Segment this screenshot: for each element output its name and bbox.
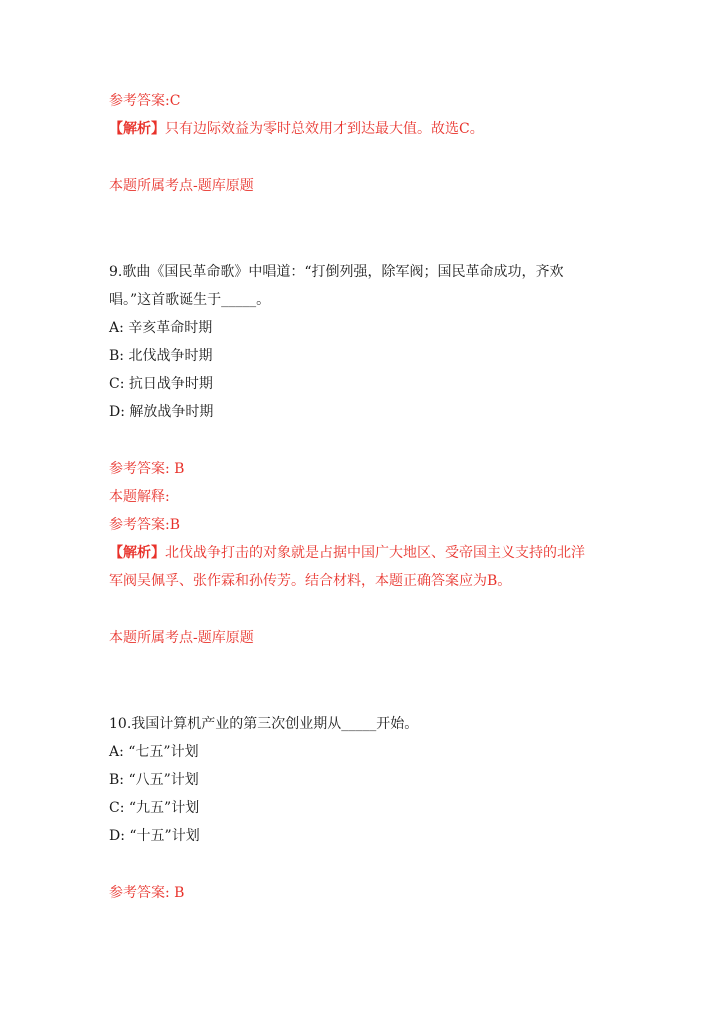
q10-option-a: A: “七五”计划 (109, 744, 199, 760)
q9-option-a: A: 辛亥革命时期 (109, 320, 213, 336)
q9-option-c: C: 抗日战争时期 (109, 376, 213, 392)
q9-answer-b: 参考答案:B (109, 517, 181, 533)
q9-answer-a: 参考答案: B (109, 461, 185, 477)
q10-stem: 10.我国计算机产业的第三次创业期从_____开始。 (109, 716, 419, 732)
q10-option-b: B: “八五”计划 (109, 772, 199, 788)
q9-option-d: D: 解放战争时期 (109, 404, 214, 420)
q9-analysis-line1 (109, 543, 585, 563)
q10-option-d: D: “十五”计划 (109, 828, 200, 844)
q10-option-c: C: “九五”计划 (109, 800, 200, 816)
analysis-text: 北伐战争打击的对象就是占据中国广大地区、受帝国主义支持的北洋 (165, 545, 585, 561)
analysis-text: 只有边际效益为零时总效用才到达最大值。故选C。 (165, 121, 484, 137)
prev-source: 本题所属考点-题库原题 (109, 178, 254, 194)
q9-source: 本题所属考点-题库原题 (109, 630, 254, 646)
q9-explain-label: 本题解释: (109, 489, 170, 505)
q9-stem-line2: 唱。”这首歌诞生于_____。 (109, 292, 271, 308)
prev-analysis (109, 119, 484, 139)
prev-answer: 参考答案:C (109, 93, 181, 109)
q9-stem-line1: 9.歌曲《国民革命歌》中唱道：“打倒列强，除军阀；国民革命成功，齐欢 (109, 264, 564, 280)
q10-answer: 参考答案: B (109, 885, 185, 901)
q9-option-b: B: 北伐战争时期 (109, 348, 213, 364)
q9-analysis-line2: 军阀吴佩孚、张作霖和孙传芳。结合材料，本题正确答案应为B。 (109, 573, 512, 589)
analysis-tag: 【解析】 (109, 121, 165, 137)
analysis-tag: 【解析】 (109, 545, 165, 561)
